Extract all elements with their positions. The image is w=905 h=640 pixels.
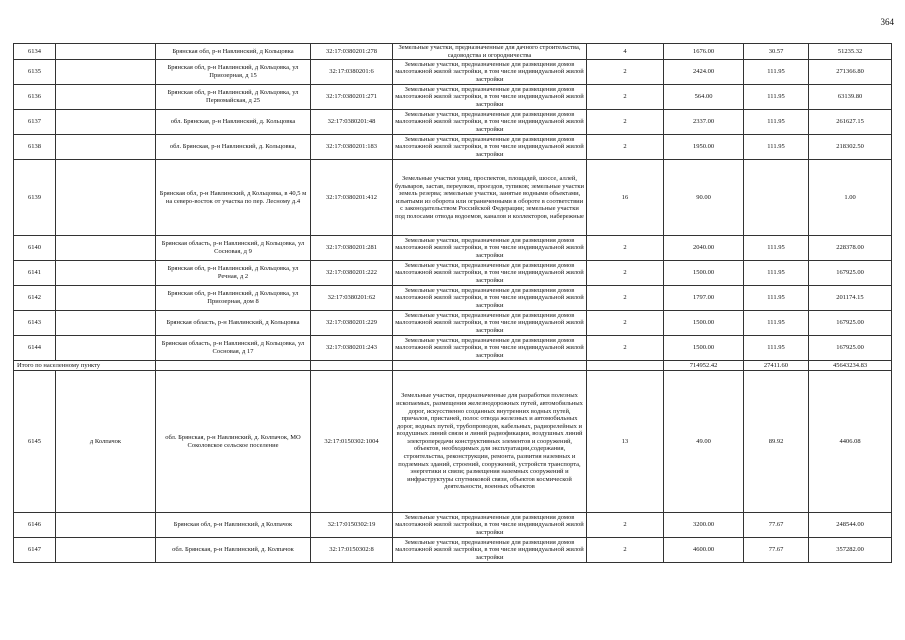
cadastral-number-cell: 32:17:0150302:8 (311, 538, 393, 563)
row-number-cell: 6134 (14, 44, 56, 60)
table-row (14, 60, 892, 85)
area-cell: 1676.00 (664, 44, 744, 60)
address-cell: Брянская область, р-н Навлинский, д Кольцовка, ул Сосновая, д 9 (156, 236, 311, 261)
cadastral-number-cell: 32:17:0380201:183 (311, 135, 393, 160)
area-cell: 1500.00 (664, 311, 744, 336)
address-cell: обл. Брянская, р-н Навлинский, д. Кольцовка (156, 110, 311, 135)
group-cell: 2 (587, 311, 664, 336)
land-use-cell: Земельные участки, предназначенные для размещения домов малоэтажной жилой застройки, в том числе индивидуальной жилой застройки (393, 236, 587, 261)
land-use-cell: Земельные участки, предназначенные для дачного строительства, садоводства и огородничества (393, 44, 587, 60)
land-use-cell: Земельные участки, предназначенные для размещения домов малоэтажной жилой застройки, в том числе индивидуальной жилой застройки (393, 336, 587, 361)
area-cell: 1797.00 (664, 286, 744, 311)
cadastral-value-cell: 167925.00 (809, 261, 892, 286)
land-registry-table (13, 43, 892, 563)
group-cell: 2 (587, 85, 664, 110)
cadastral-number-cell: 32:17:0380201:229 (311, 311, 393, 336)
address-cell: Брянская область, р-н Навлинский, д Кольцовка (156, 311, 311, 336)
price-cell: 111.95 (744, 261, 809, 286)
table-row (14, 44, 892, 60)
address-cell: обл. Брянская, р-н Навлинский, д. Колпачок (156, 538, 311, 563)
land-use-cell: Земельные участки, предназначенные для размещения домов малоэтажной жилой застройки, в том числе индивидуальной жилой застройки (393, 311, 587, 336)
empty-cell (311, 361, 393, 371)
table-row (14, 160, 892, 236)
cadastral-number-cell: 32:17:0150302:1004 (311, 371, 393, 513)
address-cell: Брянская обл, р-н Навлинский, д Кольцовка (156, 44, 311, 60)
table-row (14, 236, 892, 261)
price-cell: 111.95 (744, 311, 809, 336)
cadastral-value-cell: 51235.32 (809, 44, 892, 60)
cadastral-value-cell: 357282.00 (809, 538, 892, 563)
empty-cell (56, 60, 156, 85)
cadastral-number-cell: 32:17:0380201:62 (311, 286, 393, 311)
total-price-cell: 27411.60 (744, 361, 809, 371)
group-cell: 4 (587, 44, 664, 60)
empty-cell (156, 361, 311, 371)
area-cell: 2337.00 (664, 110, 744, 135)
price-cell: 111.95 (744, 60, 809, 85)
row-number-cell: 6138 (14, 135, 56, 160)
price-cell: 111.95 (744, 236, 809, 261)
row-number-cell: 6137 (14, 110, 56, 135)
area-cell: 1500.00 (664, 261, 744, 286)
row-number-cell: 6139 (14, 160, 56, 236)
table-row (14, 286, 892, 311)
group-cell: 2 (587, 236, 664, 261)
area-cell: 1500.00 (664, 336, 744, 361)
cadastral-value-cell: 271366.80 (809, 60, 892, 85)
empty-cell (56, 236, 156, 261)
land-use-cell: Земельные участки, предназначенные для размещения домов малоэтажной жилой застройки, в том числе индивидуальной жилой застройки (393, 85, 587, 110)
address-cell: обл. Брянская, р-н Навлинский, д. Кольцовка, (156, 135, 311, 160)
empty-cell (56, 110, 156, 135)
group-cell: 16 (587, 160, 664, 236)
group-cell: 2 (587, 286, 664, 311)
empty-cell (56, 286, 156, 311)
total-value-cell: 45643234.83 (809, 361, 892, 371)
empty-cell (56, 135, 156, 160)
land-use-cell: Земельные участки, предназначенные для размещения домов малоэтажной жилой застройки, в том числе индивидуальной жилой застройки (393, 538, 587, 563)
empty-cell (56, 311, 156, 336)
empty-cell (56, 85, 156, 110)
land-use-cell: Земельные участки, предназначенные для размещения домов малоэтажной жилой застройки, в том числе индивидуальной жилой застройки (393, 286, 587, 311)
address-cell: Брянская область, р-н Навлинский, д Кольцовка, ул Сосновая, д 17 (156, 336, 311, 361)
price-cell: 77.67 (744, 538, 809, 563)
cadastral-number-cell: 32:17:0380201:6 (311, 60, 393, 85)
area-cell: 2424.00 (664, 60, 744, 85)
land-use-cell: Земельные участки, предназначенные для размещения домов малоэтажной жилой застройки, в том числе индивидуальной жилой застройки (393, 135, 587, 160)
cadastral-value-cell: 261627.15 (809, 110, 892, 135)
land-use-cell: Земельные участки, предназначенные для размещения домов малоэтажной жилой застройки, в том числе индивидуальной жилой застройки (393, 60, 587, 85)
row-number-cell: 6143 (14, 311, 56, 336)
cadastral-number-cell: 32:17:0380201:412 (311, 160, 393, 236)
group-cell: 2 (587, 60, 664, 85)
price-cell: 111.95 (744, 286, 809, 311)
row-number-cell: 6147 (14, 538, 56, 563)
table-row (14, 371, 892, 513)
settlement-label: д Колпачок (56, 371, 156, 513)
address-cell: Брянская обл, р-н Навлинский, д Колпачок (156, 513, 311, 538)
address-cell: Брянская обл, р-н Навлинский, д Кольцовка, ул Приозерная, д 15 (156, 60, 311, 85)
cadastral-value-cell: 167925.00 (809, 311, 892, 336)
table-row (14, 261, 892, 286)
price-cell: 89.92 (744, 371, 809, 513)
group-cell: 13 (587, 371, 664, 513)
table-row (14, 85, 892, 110)
cadastral-value-cell: 167925.00 (809, 336, 892, 361)
area-cell: 1950.00 (664, 135, 744, 160)
land-use-cell: Земельные участки улиц, проспектов, площадей, шоссе, аллей, бульваров, застав, переулков, проездов, тупиков; земельные участки земель резерва; земельные участки, занятые водными объектами, изъятыми из оборота или ограниченными в обороте в соответствии с законодательством Российской Федерации; земельные участки под полосами отвода водоемов, каналов и коллекторов, набережные (393, 160, 587, 236)
row-number-cell: 6146 (14, 513, 56, 538)
table-row (14, 110, 892, 135)
row-number-cell: 6144 (14, 336, 56, 361)
land-use-cell: Земельные участки, предназначенные для размещения домов малоэтажной жилой застройки, в том числе индивидуальной жилой застройки (393, 261, 587, 286)
empty-cell (56, 538, 156, 563)
group-cell: 2 (587, 110, 664, 135)
table-body-top (14, 44, 892, 361)
cadastral-value-cell: 63139.80 (809, 85, 892, 110)
row-number-cell: 6141 (14, 261, 56, 286)
price-cell: 111.95 (744, 336, 809, 361)
group-cell: 2 (587, 538, 664, 563)
cadastral-number-cell: 32:17:0380201:281 (311, 236, 393, 261)
group-cell: 2 (587, 336, 664, 361)
row-number-cell: 6135 (14, 60, 56, 85)
area-cell: 564.00 (664, 85, 744, 110)
table-row (14, 513, 892, 538)
table-row (14, 538, 892, 563)
row-number-cell: 6140 (14, 236, 56, 261)
empty-cell (56, 513, 156, 538)
area-cell: 90.00 (664, 160, 744, 236)
land-use-cell: Земельные участки, предназначенные для разработки полезных ископаемых, размещения железнодорожных путей, автомобильных дорог, искусственно созданных внутренних водных путей, причалов, пристаней, полос отвода железных и автомобильных дорог, водных путей, трубопроводов, кабельных, радиорелейных и воздушных линий связи и линий радиофикации, воздушных линий электропередачи конструктивных элементов и сооружений, объектов, необходимых для эксплуатации,содержания, строительства, реконструкции, ремонта, развития наземных и подземных зданий, строений, сооружений, устройств транспорта, энергетики и связи; размещения наземных сооружений и инфраструктуры спутниковой связи, объектов космической деятельности, военных объектов (393, 371, 587, 513)
area-cell: 4600.00 (664, 538, 744, 563)
area-cell: 2040.00 (664, 236, 744, 261)
address-cell: Брянская обл, р-н Навлинский, д Кольцовка, ул Приозерная, дом 8 (156, 286, 311, 311)
land-use-cell: Земельные участки, предназначенные для размещения домов малоэтажной жилой застройки, в том числе индивидуальной жилой застройки (393, 110, 587, 135)
group-cell: 2 (587, 135, 664, 160)
empty-cell (56, 261, 156, 286)
total-area-cell: 714952.42 (664, 361, 744, 371)
price-cell (744, 160, 809, 236)
cadastral-number-cell: 32:17:0380201:48 (311, 110, 393, 135)
row-number-cell: 6142 (14, 286, 56, 311)
area-cell: 49.00 (664, 371, 744, 513)
row-number-cell: 6145 (14, 371, 56, 513)
price-cell: 30.57 (744, 44, 809, 60)
table-body-summary (14, 361, 892, 371)
empty-cell (56, 44, 156, 60)
empty-cell (587, 361, 664, 371)
land-use-cell: Земельные участки, предназначенные для размещения домов малоэтажной жилой застройки, в том числе индивидуальной жилой застройки (393, 513, 587, 538)
cadastral-number-cell: 32:17:0380201:243 (311, 336, 393, 361)
address-cell: обл. Брянская, р-н Навлинский, д. Колпачок, МО Соколовское сельское поселение (156, 371, 311, 513)
cadastral-value-cell: 201174.15 (809, 286, 892, 311)
cadastral-value-cell: 248544.00 (809, 513, 892, 538)
price-cell: 77.67 (744, 513, 809, 538)
cadastral-number-cell: 32:17:0380201:271 (311, 85, 393, 110)
row-number-cell: 6136 (14, 85, 56, 110)
area-cell: 3200.00 (664, 513, 744, 538)
table-row (14, 311, 892, 336)
empty-cell (393, 361, 587, 371)
cadastral-value-cell: 1.00 (809, 160, 892, 236)
empty-cell (56, 160, 156, 236)
cadastral-number-cell: 32:17:0380201:222 (311, 261, 393, 286)
price-cell: 111.95 (744, 135, 809, 160)
cadastral-number-cell: 32:17:0380201:278 (311, 44, 393, 60)
address-cell: Брянская обл, р-н Навлинский, д Кольцовка, ул Первомайская, д 25 (156, 85, 311, 110)
page-number: 364 (880, 17, 894, 27)
cadastral-number-cell: 32:17:0150302:19 (311, 513, 393, 538)
cadastral-value-cell: 4406.08 (809, 371, 892, 513)
group-cell: 2 (587, 261, 664, 286)
price-cell: 111.95 (744, 85, 809, 110)
address-cell: Брянская обл, р-н Навлинский, д Кольцовка, в 40,5 м на северо-восток от участка по пер. Лесному д.4 (156, 160, 311, 236)
price-cell: 111.95 (744, 110, 809, 135)
group-cell: 2 (587, 513, 664, 538)
table-row (14, 135, 892, 160)
total-row (14, 361, 892, 371)
address-cell: Брянская обл, р-н Навлинский, д Кольцовка, ул Речная, д 2 (156, 261, 311, 286)
table-body-bottom (14, 371, 892, 563)
cadastral-value-cell: 228378.00 (809, 236, 892, 261)
table-row (14, 336, 892, 361)
empty-cell (56, 336, 156, 361)
cadastral-value-cell: 218302.50 (809, 135, 892, 160)
total-label: Итого по населенному пункту (14, 361, 156, 371)
